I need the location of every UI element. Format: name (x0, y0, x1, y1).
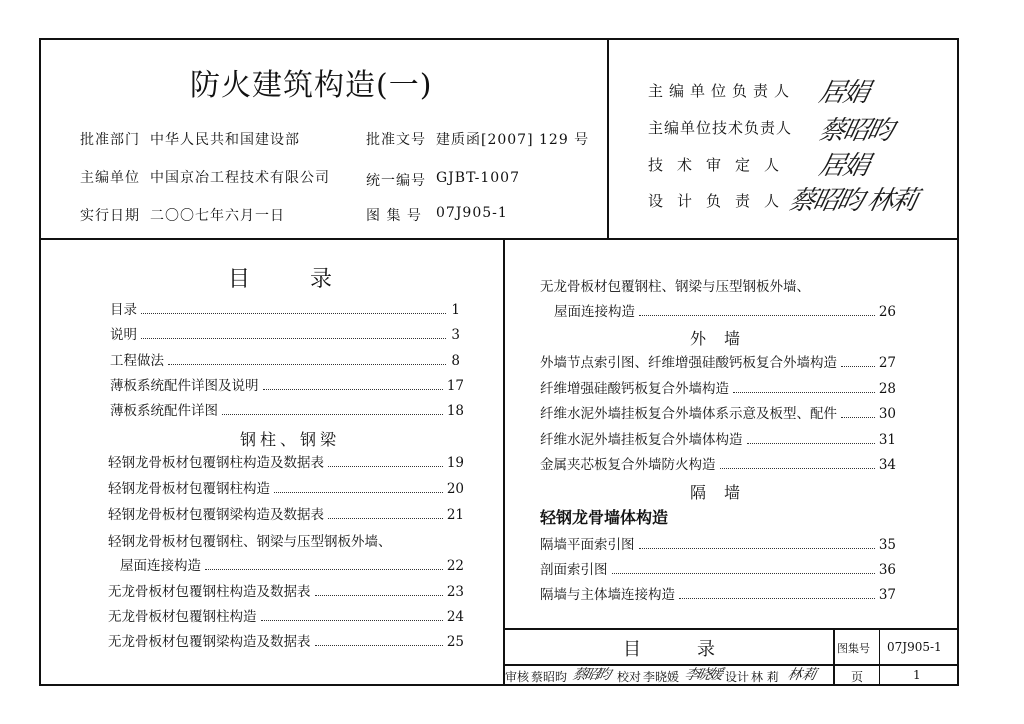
toc-entry-title[interactable]: 轻钢龙骨板材包覆钢柱、钢梁与压型钢板外墙、 (108, 534, 392, 550)
dot-leader (328, 518, 443, 519)
responsible-role: 主编单位负责人 (648, 82, 796, 100)
toc-entry-title: 目录 (110, 302, 137, 318)
approval-doc-label: 批准文号 (366, 132, 426, 148)
toc-entry-page: 3 (451, 327, 460, 343)
toc-entry-title: 外墙节点索引图、纤维增强硅酸钙板复合外墙构造 (540, 355, 837, 371)
designer: 林 莉 (751, 670, 779, 684)
dot-leader (612, 573, 875, 574)
checker: 李晓媛 (643, 670, 680, 684)
toc-entry-page: 35 (878, 537, 896, 553)
toc-entry-page: 8 (451, 353, 460, 369)
atlas: 07J905-1 (436, 205, 508, 221)
toc-entry-page: 23 (446, 584, 464, 600)
code: GJBT-1007 (436, 170, 520, 186)
check-label: 校对 (617, 670, 642, 684)
signature: 居娟 (816, 78, 871, 108)
toc-entry-title: 轻钢龙骨板材包覆钢柱构造 (108, 481, 270, 497)
toc-entry[interactable] (540, 455, 896, 473)
toc-entry-page: 27 (878, 355, 896, 371)
reviewer: 蔡昭昀 (531, 670, 568, 684)
toc-entry-title: 薄板系统配件详图及说明 (110, 378, 259, 394)
toc-entry-page: 30 (878, 406, 896, 422)
toc-entry[interactable] (110, 351, 460, 369)
toc-entry-page: 36 (878, 562, 896, 578)
signature: 居娟 (816, 151, 871, 181)
toc-entry-page: 21 (446, 507, 464, 523)
atlas-label: 图 集 号 (366, 208, 422, 224)
toc-entry-page: 22 (446, 558, 464, 574)
toc-entry[interactable] (540, 585, 896, 603)
toc-entry-title: 说明 (110, 327, 137, 343)
toc-entry-page: 31 (878, 432, 896, 448)
toc-entry-page: 24 (446, 609, 464, 625)
toc-entry-title: 轻钢龙骨板材包覆钢梁构造及数据表 (108, 507, 324, 523)
dot-leader (747, 443, 875, 444)
toc-entry[interactable] (108, 607, 464, 625)
checker-signature: 李晓媛 (683, 667, 723, 683)
review-label: 审核 (505, 670, 530, 684)
toc-entry-title: 屋面连接构造 (120, 558, 201, 574)
toc-entry-page: 1 (451, 302, 460, 318)
title-block-name: 目录 (623, 639, 771, 660)
toc-entry-title: 纤维水泥外墙挂板复合外墙体构造 (540, 432, 743, 448)
code-label: 统一编号 (366, 173, 426, 189)
toc-section-heading: 外墙 (690, 329, 759, 348)
toc-entry-title: 薄板系统配件详图 (110, 403, 218, 419)
signature: 蔡昭昀 林莉 (786, 186, 919, 216)
page-title: 防火建筑构造(一) (190, 68, 433, 103)
toc-entry-page: 18 (446, 403, 464, 419)
toc-entry-page: 37 (878, 587, 896, 603)
responsible-role: 技术审定人 (648, 156, 794, 174)
toc-entry[interactable] (110, 325, 460, 343)
page-number: 1 (913, 668, 921, 682)
toc-entry[interactable] (540, 560, 896, 578)
dot-leader (205, 569, 443, 570)
toc-section-heading: 钢柱、钢梁 (240, 430, 341, 449)
toc-entry-title: 隔墙与主体墙连接构造 (540, 587, 675, 603)
page-label: 页 (851, 670, 864, 684)
toc-section-heading: 隔墙 (690, 483, 759, 502)
signature: 蔡昭昀 (816, 116, 895, 146)
toc-entry-page: 25 (446, 634, 464, 650)
dot-leader (315, 595, 443, 596)
toc-entry[interactable] (554, 302, 896, 320)
toc-entry-title: 轻钢龙骨板材包覆钢柱构造及数据表 (108, 455, 324, 471)
dot-leader (315, 645, 443, 646)
toc-entry-title: 无龙骨板材包覆钢梁构造及数据表 (108, 634, 311, 650)
toc-entry[interactable] (108, 582, 464, 600)
dot-leader (141, 313, 446, 314)
dot-leader (720, 468, 875, 469)
toc-entry[interactable] (540, 379, 896, 397)
toc-entry-title: 纤维增强硅酸钙板复合外墙构造 (540, 381, 729, 397)
dot-leader (679, 598, 875, 599)
toc-entry-title: 无龙骨板材包覆钢柱构造及数据表 (108, 584, 311, 600)
toc-entry[interactable] (108, 505, 464, 523)
toc-subsection-heading: 轻钢龙骨墙体构造 (540, 508, 669, 527)
title-block-atlas: 07J905-1 (887, 640, 942, 654)
dot-leader (168, 364, 446, 365)
dot-leader (733, 392, 875, 393)
title-block (503, 628, 957, 686)
responsible-role: 设计负责人 (648, 192, 794, 210)
dot-leader (639, 548, 875, 549)
responsible-role: 主编单位技术负责人 (648, 119, 793, 137)
reviewer-signature: 蔡昭昀 (571, 667, 611, 683)
toc-entry[interactable] (108, 632, 464, 650)
approval-dept: 中华人民共和国建设部 (150, 132, 300, 148)
toc-entry-title: 无龙骨板材包覆钢柱构造 (108, 609, 257, 625)
toc-entry[interactable] (540, 353, 896, 371)
design-label: 设计 (725, 670, 750, 684)
dot-leader (141, 338, 446, 339)
toc-entry-title: 隔墙平面索引图 (540, 537, 635, 553)
toc-entry[interactable] (120, 556, 464, 574)
toc-entry[interactable] (108, 453, 464, 471)
toc-entry[interactable] (540, 404, 896, 422)
toc-entry-page: 19 (446, 455, 464, 471)
toc-entry-title: 屋面连接构造 (554, 304, 635, 320)
header-column-divider (607, 38, 609, 240)
toc-entry-title: 纤维水泥外墙挂板复合外墙体系示意及板型、配件 (540, 406, 837, 422)
toc-entry[interactable] (110, 376, 464, 394)
toc-heading: 目录 (228, 267, 393, 292)
toc-entry-page: 17 (446, 378, 464, 394)
toc-entry[interactable] (540, 535, 896, 553)
header-divider (39, 238, 959, 240)
toc-entry-page: 34 (878, 457, 896, 473)
toc-column-divider (503, 238, 505, 628)
dot-leader (639, 315, 875, 316)
toc-entry-title: 金属夹芯板复合外墙防火构造 (540, 457, 716, 473)
editor-unit-label: 主编单位 (80, 170, 140, 186)
toc-entry[interactable] (110, 300, 460, 318)
title-block-atlas-label: 图集号 (837, 642, 870, 655)
toc-entry-title: 剖面索引图 (540, 562, 608, 578)
designer-signature: 林 莉 (786, 667, 816, 683)
toc-entry[interactable] (108, 479, 464, 497)
toc-entry-title[interactable]: 无龙骨板材包覆钢柱、钢梁与压型钢板外墙、 (540, 279, 810, 295)
dot-leader (261, 620, 443, 621)
dot-leader (222, 414, 443, 415)
toc-entry-page: 26 (878, 304, 896, 320)
approval-dept-label: 批准部门 (80, 132, 140, 148)
approval-doc: 建质函[2007] 129 号 (436, 132, 590, 148)
date-label: 实行日期 (80, 208, 140, 224)
toc-entry-title: 工程做法 (110, 353, 164, 369)
dot-leader (328, 466, 443, 467)
dot-leader (841, 417, 875, 418)
dot-leader (263, 389, 443, 390)
date: 二〇〇七年六月一日 (150, 208, 285, 224)
toc-entry[interactable] (540, 430, 896, 448)
editor-unit: 中国京冶工程技术有限公司 (150, 170, 330, 186)
toc-entry-page: 20 (446, 481, 464, 497)
dot-leader (274, 492, 443, 493)
toc-entry-page: 28 (878, 381, 896, 397)
toc-entry[interactable] (110, 401, 464, 419)
dot-leader (841, 366, 875, 367)
